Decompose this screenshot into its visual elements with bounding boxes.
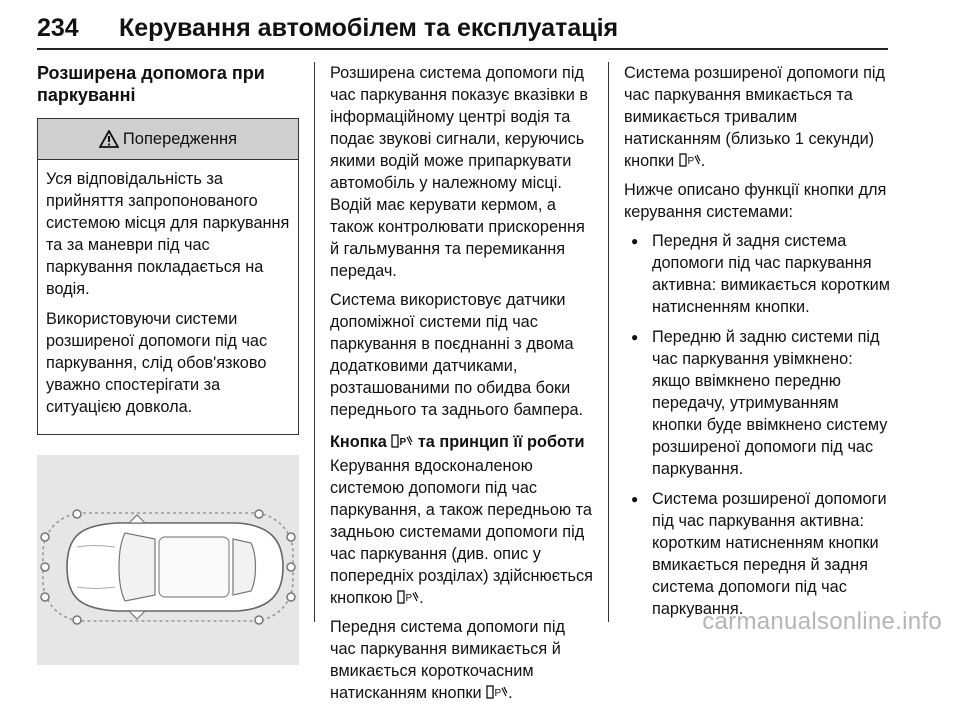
body-text: . [700, 152, 706, 170]
parking-assist-button-icon [679, 152, 701, 168]
warning-header [38, 119, 298, 160]
body-paragraph [330, 455, 595, 609]
list-item: ● Передню й задню системи під час паркування увімкнено: якщо ввімкнено передню передачу, утримуванням кнопки буде ввімкнено систему розширеної допомоги під час паркування. [624, 326, 892, 480]
warning-label: Попередження [122, 130, 238, 148]
subhead-text: Кнопка [330, 433, 387, 451]
watermark: carmanualsonline.info [702, 608, 942, 635]
subsection-title [330, 431, 595, 453]
column-divider [608, 62, 609, 622]
body-text: . [419, 589, 424, 607]
car-sensor-illustration [37, 455, 299, 665]
warning-paragraph: Використовуючи системи розширеної допомоги під час паркування, слід обов'язково уважно спостерігати за ситуацією довкола. [46, 310, 268, 416]
body-text: Керування вдосконаленою системою допомоги під час паркування, а також передньою та задньою системами допомоги під час паркування (див. опис у попередніх розділах) здійснюється кнопкою [330, 457, 593, 607]
section-title: Розширена допомога при паркуванні [37, 63, 265, 105]
warning-box [37, 118, 299, 435]
body-text: Передня система допомоги під час паркування вимикається й вмикається короткочасним натисканням кнопки [330, 618, 565, 702]
header-rule [37, 48, 888, 50]
bullet-list [624, 230, 892, 620]
body-paragraph [624, 62, 892, 172]
parking-assist-button-icon [397, 589, 419, 605]
warning-triangle-icon [99, 130, 119, 148]
column-left [37, 62, 299, 665]
page-number: 234 [37, 14, 79, 42]
body-text: . [508, 684, 513, 702]
body-paragraph [330, 616, 595, 704]
svg-text:P: P [687, 156, 694, 167]
warning-body [38, 160, 298, 434]
body-paragraph: Нижче описано функції кнопки для керування системами: [624, 181, 887, 221]
car-top-view-icon [37, 455, 299, 665]
body-text: Система розширеної допомоги під час паркування вмикається та вимикається тривалим натисканням (близько 1 секунди) кнопки [624, 64, 886, 170]
list-item: ● Система розширеної допомоги під час паркування активна: коротким натисненням кнопки вмикається передня й задня система допомоги під час паркування. [624, 488, 892, 620]
column-divider [314, 62, 315, 622]
warning-paragraph: Уся відповідальність за прийняття запропонованого системою місця для паркування та за маневри під час паркування покладається на водія. [46, 170, 290, 298]
svg-text:P: P [405, 593, 413, 604]
svg-text:P: P [494, 688, 502, 699]
chapter-title: Керування автомобілем та експлуатація [119, 14, 619, 42]
body-paragraph: Система використовує датчики допоміжної системи під час паркування в поєднанні з двома додатковими датчиками, розташованими по обидва боки переднього та заднього бампера. [330, 291, 584, 419]
subhead-text: та принцип її роботи [417, 433, 585, 451]
parking-assist-button-icon [486, 684, 508, 700]
body-paragraph: Розширена система допомоги під час паркування показує вказівки в інформаційному центрі водія та подає звукові сигнали, керуючись якими водій може припаркувати автомобіль у належному місці. Водій має керувати кермом, а також контролювати прискорення й гальмування та перемикання передач. [330, 64, 589, 280]
list-item: ● Передня й задня система допомоги під час паркування активна: вимикається коротким натисненням кнопки. [624, 230, 892, 318]
parking-assist-button-icon [391, 433, 413, 449]
column-middle [330, 62, 595, 711]
svg-text:P: P [399, 437, 407, 448]
column-right [624, 62, 892, 628]
